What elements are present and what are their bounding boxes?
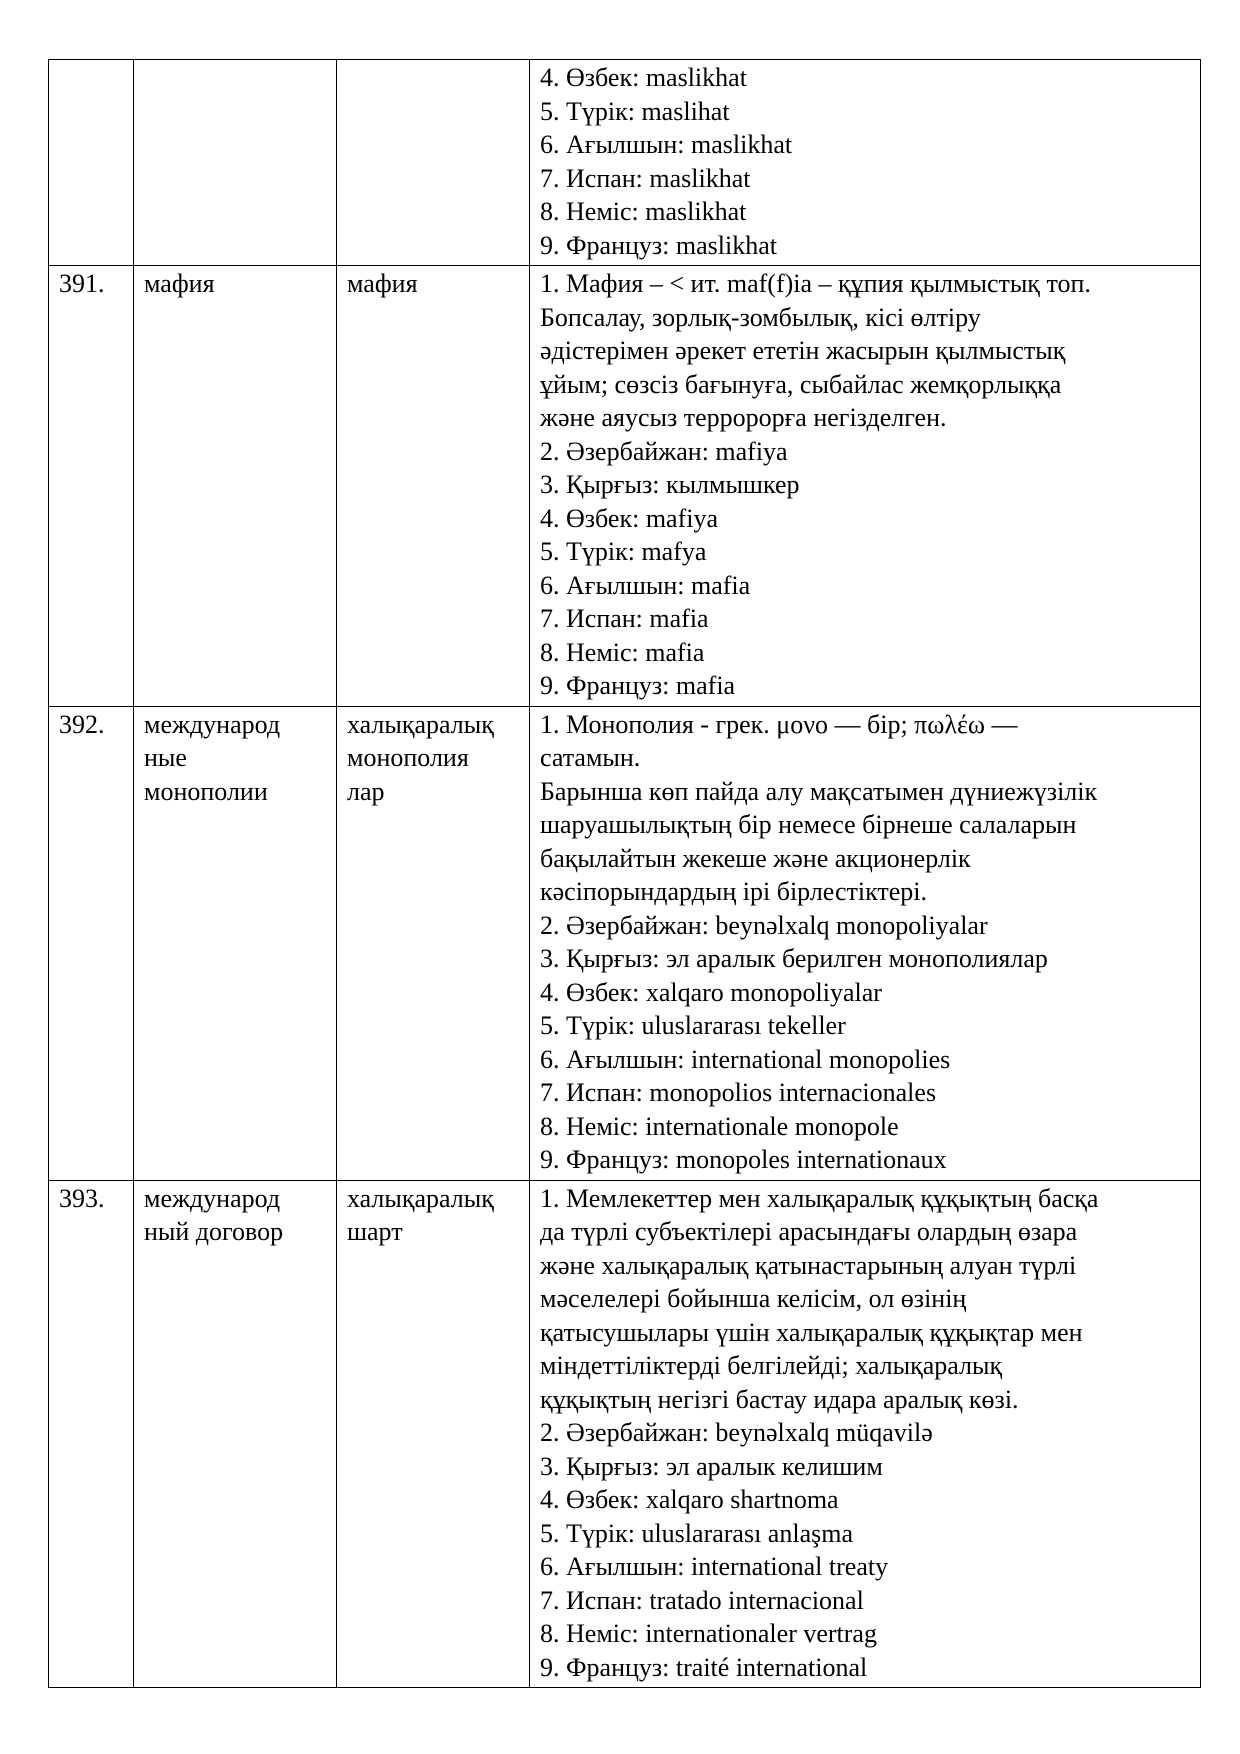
translation-line: 2. Әзербайжан: beynəlxalq monopoliyalar bbox=[540, 910, 988, 940]
russian-term bbox=[134, 266, 337, 707]
kazakh-term-line: лар bbox=[347, 776, 385, 806]
definition-line: және халықаралық қатынастарының алуан түрлі bbox=[540, 1250, 1077, 1280]
translation-line: 9. Француз: monopoles internationaux bbox=[540, 1145, 947, 1174]
definition-line: 1. Мемлекеттер мен халықаралық құқықтың басқа bbox=[540, 1183, 1099, 1213]
kazakh-term bbox=[337, 706, 530, 1180]
definition-line: кәсіпорындардың ірі бірлестіктері. bbox=[540, 877, 928, 906]
translation-line: 2. Әзербайжан: beynəlxalq müqavilə bbox=[540, 1418, 933, 1447]
russian-term-line: международ bbox=[144, 709, 281, 739]
definition-line: әдістерімен әрекет ететін жасырын қылмыстық bbox=[540, 336, 1066, 365]
glossary-table-body bbox=[49, 60, 1201, 1688]
entry-number: 391. bbox=[49, 266, 134, 707]
definition-line: 1. Мафия – < ит. maf(f)ia – құпия қылмыстық топ. bbox=[540, 269, 1091, 298]
translation-line: 6. Ағылшын: international monopolies bbox=[540, 1044, 951, 1074]
translation-line: 8. Неміс: internationale monopole bbox=[540, 1111, 899, 1141]
translation-line: 7. Испан: monopolios internacionales bbox=[540, 1078, 937, 1107]
translation-line: 7. Испан: maslikhat bbox=[540, 163, 751, 193]
entry-definition bbox=[530, 706, 1201, 1180]
translation-line: 5. Түрік: uluslararası anlaşma bbox=[540, 1518, 853, 1548]
translation-line: 5. Түрік: maslihat bbox=[540, 96, 730, 126]
entry-number: 393. bbox=[49, 1180, 134, 1688]
table-row bbox=[49, 60, 1201, 266]
definition-line: ұйым; сөзсіз бағынуға, сыбайлас жемқорлыққа bbox=[540, 369, 1062, 399]
kazakh-term bbox=[337, 60, 530, 266]
translation-line: 6. Ағылшын: maslikhat bbox=[540, 130, 793, 159]
entry-definition bbox=[530, 60, 1201, 266]
russian-term-line: ный договор bbox=[144, 1217, 284, 1246]
kazakh-term-line: монополия bbox=[347, 743, 469, 772]
translation-line: 6. Ағылшын: mafia bbox=[540, 570, 751, 600]
definition-line: бақылайтын жекеше және акционерлік bbox=[540, 843, 971, 873]
definition-line: қатысушылары үшін халықаралық құқықтар мен bbox=[540, 1317, 1083, 1347]
definition-line: шаруашылықтың бір немесе бірнеше салаларын bbox=[540, 810, 1077, 839]
russian-term bbox=[134, 60, 337, 266]
table-row bbox=[49, 266, 1201, 707]
kazakh-term-line: халықаралық bbox=[347, 709, 494, 739]
russian-term bbox=[134, 1180, 337, 1688]
translation-line: 4. Өзбек: xalqaro shartnoma bbox=[540, 1485, 839, 1514]
russian-term-line: монополии bbox=[144, 776, 268, 806]
translation-line: 5. Түрік: mafya bbox=[540, 537, 707, 566]
translation-line: 9. Француз: mafia bbox=[540, 671, 736, 700]
definition-line: және аяусыз терророрға негізделген. bbox=[540, 403, 947, 432]
kazakh-term bbox=[337, 266, 530, 707]
definition-line: Бопсалау, зорлық-зомбылық, кісі өлтіру bbox=[540, 302, 981, 332]
definition-line: 1. Монополия - грек. μονο — бір; πωλέω — bbox=[540, 709, 1018, 739]
definition-line: міндеттіліктерді белгілейді; халықаралық bbox=[540, 1351, 1003, 1380]
translation-line: 9. Француз: traité international bbox=[540, 1652, 868, 1682]
kazakh-term-line: шарт bbox=[347, 1217, 403, 1246]
entry-definition bbox=[530, 266, 1201, 707]
translation-line: 5. Түрік: uluslararası tekeller bbox=[540, 1011, 846, 1040]
russian-term-line: международ bbox=[144, 1183, 281, 1213]
entry-number: 392. bbox=[49, 706, 134, 1180]
table-row bbox=[49, 1180, 1201, 1688]
translation-line: 3. Қырғыз: эл аралык келишим bbox=[540, 1451, 883, 1481]
translation-line: 4. Өзбек: mafiya bbox=[540, 503, 719, 533]
translation-line: 8. Неміс: mafia bbox=[540, 637, 705, 667]
entry-definition bbox=[530, 1180, 1201, 1688]
kazakh-term-line: мафия bbox=[347, 269, 418, 298]
glossary-table bbox=[48, 59, 1201, 1688]
translation-line: 2. Әзербайжан: mafiya bbox=[540, 436, 788, 466]
translation-line: 7. Испан: mafia bbox=[540, 604, 709, 633]
translation-line: 6. Ағылшын: international treaty bbox=[540, 1552, 889, 1581]
translation-line: 8. Неміс: internationaler vertrag bbox=[540, 1619, 877, 1648]
definition-line: сатамын. bbox=[540, 743, 641, 772]
document-page bbox=[48, 59, 1200, 1688]
definition-line: да түрлі субъектілері арасындағы олардың өзара bbox=[540, 1217, 1078, 1246]
definition-line: мәселелері бойынша келісім, ол өзінің bbox=[540, 1284, 967, 1313]
russian-term-line: ные bbox=[144, 743, 187, 772]
translation-line: 4. Өзбек: maslikhat bbox=[540, 63, 747, 92]
translation-line: 3. Қырғыз: эл аралык берилген монополиялар bbox=[540, 944, 1048, 973]
translation-line: 8. Неміс: maslikhat bbox=[540, 197, 747, 226]
translation-line: 9. Француз: maslikhat bbox=[540, 230, 777, 260]
definition-line: құқықтың негізгі бастау идара аралық көзі. bbox=[540, 1384, 1019, 1414]
definition-line: Барынша көп пайда алу мақсатымен дүниежүзілік bbox=[540, 776, 1098, 806]
kazakh-term-line: халықаралық bbox=[347, 1183, 494, 1213]
russian-term bbox=[134, 706, 337, 1180]
kazakh-term bbox=[337, 1180, 530, 1688]
russian-term-line: мафия bbox=[144, 269, 215, 298]
table-row bbox=[49, 706, 1201, 1180]
translation-line: 3. Қырғыз: кылмышкер bbox=[540, 470, 800, 499]
translation-line: 4. Өзбек: xalqaro monopoliyalar bbox=[540, 977, 882, 1007]
entry-number bbox=[49, 60, 134, 266]
translation-line: 7. Испан: tratado internacional bbox=[540, 1585, 864, 1615]
